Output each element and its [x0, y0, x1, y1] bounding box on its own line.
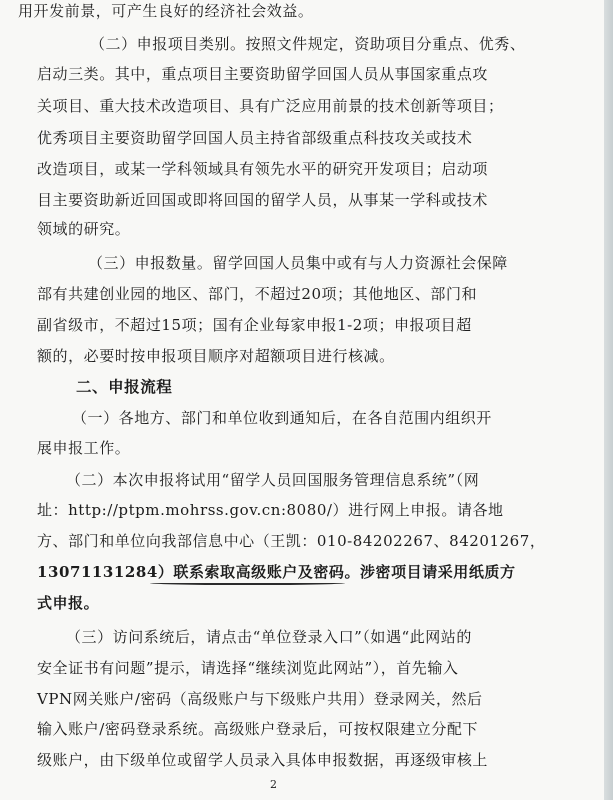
body-line: 副省级市，不超过15项；国有企业每家申报1-2项；申报项目超 [37, 316, 472, 334]
body-line: 级账户，由下级单位或留学人员录入具体申报数据，再逐级审核上 [37, 751, 488, 769]
body-line: （二）本次申报将试用“留学人员回国服务管理信息系统”（网 [66, 471, 480, 489]
section-heading: 二、申报流程 [76, 378, 173, 396]
body-line: 用开发前景，可产生良好的经济社会效益。 [18, 2, 314, 20]
body-line: 址：http://ptpm.mohrss.gov.cn:8080/）进行网上申报。请各地 [37, 501, 504, 519]
handwritten-underline [150, 580, 345, 585]
body-line: 13071131284）联系索取高级账户及密码。涉密项目请采用纸质方 [37, 563, 516, 581]
body-line: 输入账户/密码登录系统。高级账户登录后，可按权限建立分配下 [37, 720, 479, 738]
body-line: 式申报。 [37, 594, 100, 612]
body-line: 目主要资助新近回国或即将回国的留学人员，从事某一学科或技术 [37, 191, 488, 209]
body-line: （三）访问系统后，请点击“单位登录入口”（如遇“此网站的 [66, 628, 472, 646]
body-line: 部有共建创业园的地区、部门，不超过20项；其他地区、部门和 [37, 285, 478, 303]
page-number: 2 [270, 778, 277, 791]
body-line: 安全证书有问题”提示，请选择“继续浏览此网站”），首先输入 [37, 659, 459, 677]
body-line: 展申报工作。 [37, 439, 131, 457]
body-line: 领域的研究。 [37, 220, 131, 238]
body-line: 优秀项目主要资助留学回国人员主持省部级重点科技攻关或技术 [37, 129, 473, 147]
body-line: VPN网关账户/密码（高级账户与下级账户共用）登录网关，然后 [37, 690, 483, 708]
body-line: 关项目、重大技术改造项目、具有广泛应用前景的技术创新等项目； [37, 97, 504, 115]
body-line: （二）申报项目类别。按照文件规定，资助项目分重点、优秀、 [90, 35, 526, 53]
body-line: 额的，必要时按申报项目顺序对超额项目进行核减。 [37, 347, 395, 365]
page-edge-shadow [604, 0, 613, 800]
body-line: （一）各地方、部门和单位收到通知后，在各自范围内组织开 [72, 409, 492, 427]
body-line: 启动三类。其中，重点项目主要资助留学回国人员从事国家重点攻 [37, 65, 488, 83]
body-line: 方、部门和单位向我部信息中心（王凯：010-84202267、84201267， [37, 532, 546, 550]
body-line: （三）申报数量。留学回国人员集中或有与人力资源社会保障 [88, 254, 508, 272]
body-line: 改造项目，或某一学科领域具有领先水平的研究开发项目；启动项 [37, 160, 488, 178]
